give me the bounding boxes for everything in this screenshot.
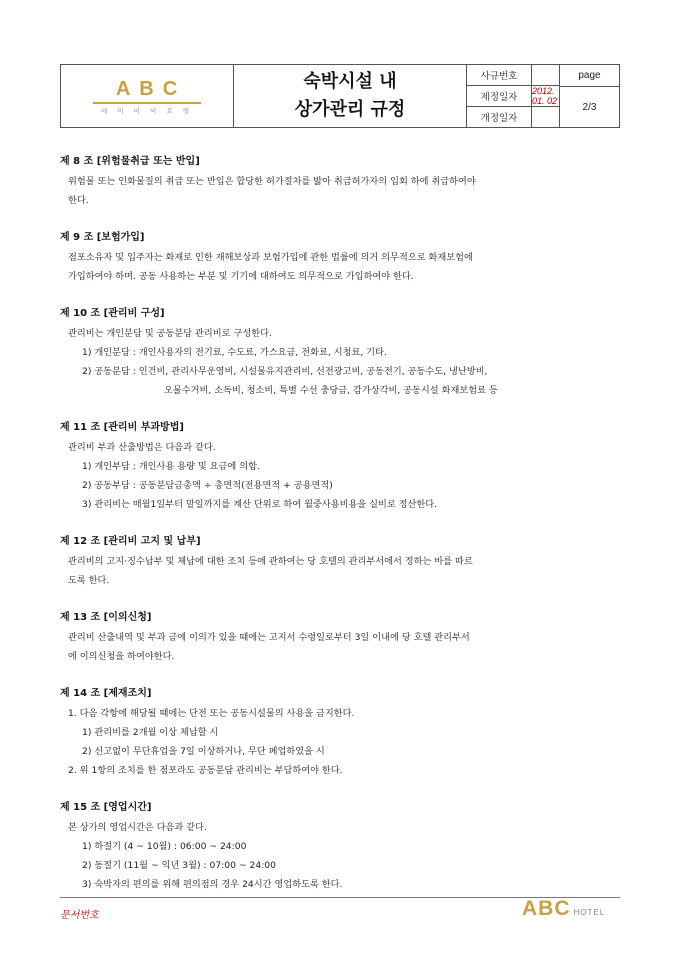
article-line: 한다. <box>68 195 89 206</box>
article-line: 2. 위 1항의 조치를 한 점포라도 공동분담 관리비는 부담하여야 한다. <box>68 765 343 776</box>
revised-label: 개정일자 <box>467 107 532 127</box>
article-line: 1. 다음 각항에 해당될 때에는 단전 또는 공동시설물의 사용을 금지한다. <box>68 708 355 719</box>
article-line: 위험물 또는 인화물질의 취급 또는 반입은 합당한 허가절차를 밟아 취급허가자의 입회 하에 취급하여야 <box>68 176 476 187</box>
article <box>60 228 630 286</box>
footer-logo-text: ABC <box>522 897 571 920</box>
article-title: 제 13 조 [이의신청] <box>60 612 152 623</box>
article-line: 오물수거비, 소독비, 청소비, 특별 수선 충당금, 감가상각비, 공동시설 화재보험료 등 <box>164 385 498 396</box>
article-title: 제 15 조 [영업시간] <box>60 802 152 813</box>
page-label: page <box>560 65 619 87</box>
article-line: 2) 공동부담 : 공동분담금총액 ÷ 총면적(전용면적 + 공용면적) <box>82 480 333 491</box>
article <box>60 418 630 514</box>
article-line: 도록 한다. <box>68 575 110 586</box>
article-title: 제 12 조 [관리비 고지 및 납부] <box>60 536 201 547</box>
document-title <box>234 65 467 127</box>
article <box>60 152 630 210</box>
article-line: 관리비 부과 산출방법은 다음과 같다. <box>68 442 216 453</box>
article-line: 1) 하절기 (4 ~ 10월) : 06:00 ~ 24:00 <box>82 841 247 852</box>
enacted-row <box>467 85 559 106</box>
article-title: 제 14 조 [제재조치] <box>60 688 152 699</box>
title-line-1: 숙박시설 내 <box>303 71 397 92</box>
title-line-2: 상가관리 규정 <box>294 99 406 120</box>
article-line: 관리비는 개인분담 및 공동분담 관리비로 구성한다. <box>68 328 272 339</box>
revised-row <box>467 106 559 127</box>
logo-underline <box>93 102 201 104</box>
article <box>60 608 630 666</box>
article-title: 제 10 조 [관리비 구성] <box>60 308 165 319</box>
enacted-value: 2012. 01. 02 <box>532 86 558 106</box>
article-line: 1) 관리비를 2개월 이상 체납할 시 <box>82 727 219 738</box>
article-line: 1) 개인부담 : 개인사용 용량 및 요금에 의함. <box>82 461 260 472</box>
article-line: 2) 동절기 (11월 ~ 익년 3월) : 07:00 ~ 24:00 <box>82 860 276 871</box>
footer-logo <box>522 897 605 921</box>
article-line: 2) 공동분담 : 인건비, 관리사무운영비, 시설물유지관리비, 선전광고비, 공동전기, 공동수도, 냉난방비, <box>82 366 488 377</box>
article <box>60 684 630 780</box>
document-number-label: 문서번호 <box>60 910 99 921</box>
article <box>60 304 630 400</box>
article-line: 가입하여야 하며. 공동 사용하는 부분 및 기기에 대하여도 의무적으로 가입하여야 한다. <box>68 271 414 282</box>
company-logo-subtitle: 에 이 비 씨 호 텔 <box>100 106 193 115</box>
article-line: 에 이의신청을 하여야한다. <box>68 651 175 662</box>
article-line: 1) 개인분담 : 개인사용자의 전기료, 수도료, 가스요금, 전화료, 시청료, 기타. <box>82 347 387 358</box>
article <box>60 532 630 590</box>
article-line: 관리비 산출내역 및 부과 금에 이의가 있을 때에는 고지서 수령일로부터 3일 이내에 당 호텔 관리부서 <box>68 632 470 643</box>
article-line: 3) 숙박자의 편의를 위해 편의점의 경우 24시간 영업하도록 한다. <box>82 879 343 890</box>
article-line: 점포소유자 및 입주자는 화재로 인한 재해보상과 보험가입에 관한 법률에 의거 의무적으로 화재보험에 <box>68 252 473 263</box>
article-line: 관리비의 고지·징수납부 및 체납에 대한 조치 등에 관하여는 당 호텔의 관리부서에서 정하는 바를 따르 <box>68 556 473 567</box>
article <box>60 798 630 894</box>
rule-no-label: 사규번호 <box>467 65 532 85</box>
article-line: 본 상가의 영업시간은 다음과 같다. <box>68 822 207 833</box>
article-line: 3) 관리비는 매월1일부터 말일까지를 계산 단위로 하여 월중사용비용을 실비로 정산한다. <box>82 499 438 510</box>
document-header-table <box>60 64 620 128</box>
rule-no-row <box>467 65 559 85</box>
article-title: 제 11 조 [관리비 부과방법] <box>60 422 184 433</box>
page-cell <box>560 65 619 127</box>
logo-cell <box>61 65 234 127</box>
company-logo: ABC <box>115 77 187 100</box>
article-title: 제 8 조 [위험물취급 또는 반입] <box>60 156 200 167</box>
rule-no-value <box>532 65 559 85</box>
footer-logo-hotel: HOTEL <box>573 908 606 917</box>
article-line: 2) 신고없이 무단휴업을 7일 이상하거나, 무단 폐업하였을 시 <box>82 746 325 757</box>
article-title: 제 9 조 [보험가입] <box>60 232 145 243</box>
enacted-label: 제정일자 <box>467 86 532 106</box>
meta-cell <box>467 65 560 127</box>
page-number: 2/3 <box>582 101 597 113</box>
revised-value <box>532 107 559 127</box>
